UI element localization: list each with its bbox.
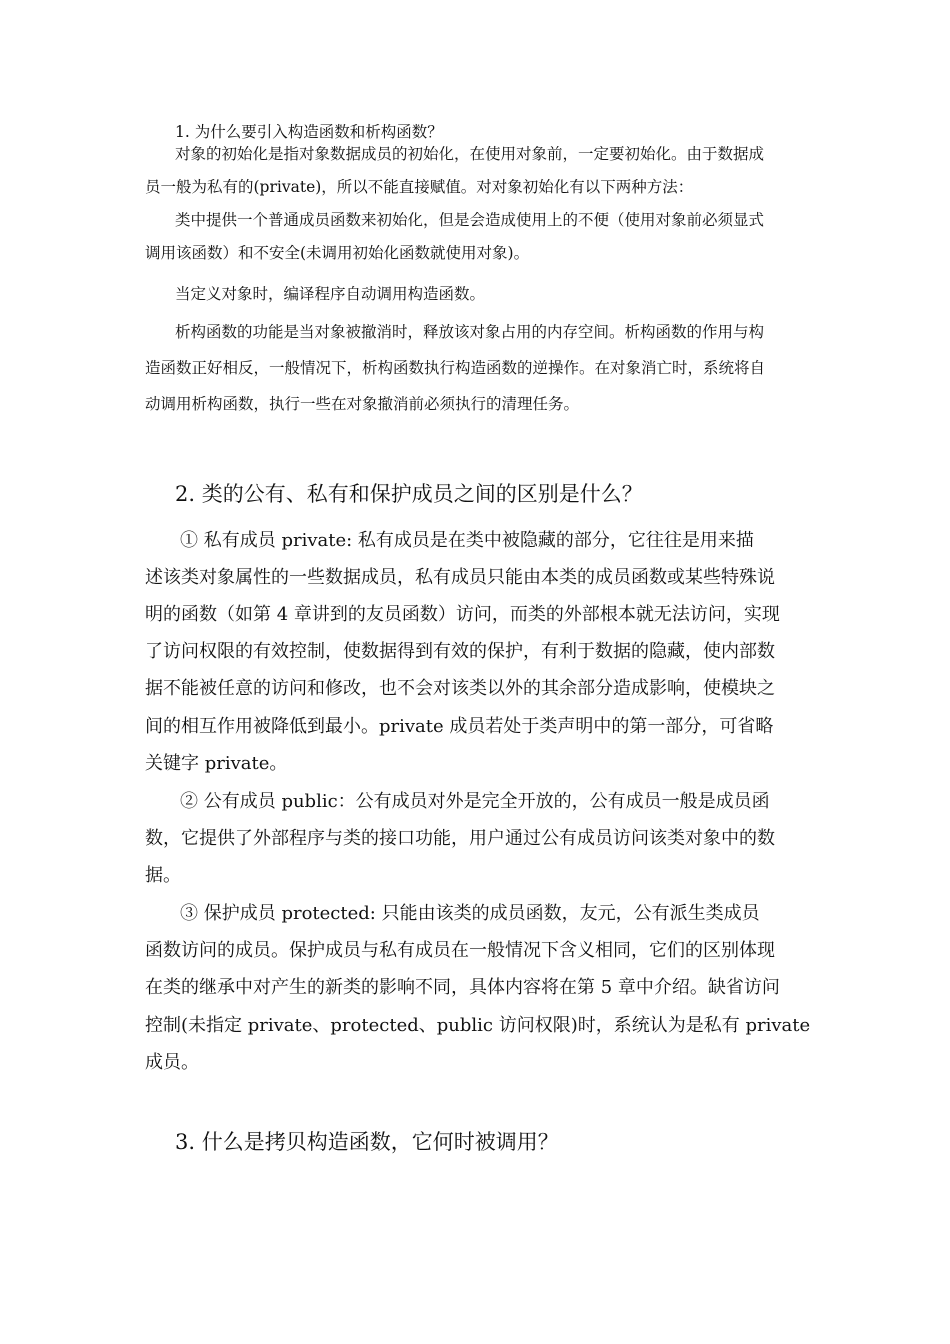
- q2-line: 据。: [145, 865, 181, 886]
- q1-line: 当定义对象时，编译程序自动调用构造函数。: [175, 285, 486, 303]
- q2-line: 据不能被任意的访问和修改，也不会对该类以外的其余部分造成影响，使模块之: [145, 678, 775, 699]
- q1-line: 调用该函数）和不安全(未调用初始化函数就使用对象)。: [145, 244, 530, 262]
- q1-line: 员一般为私有的(private)，所以不能直接赋值。对对象初始化有以下两种方法：: [145, 178, 694, 196]
- q2-line: 数，它提供了外部程序与类的接口功能，用户通过公有成员访问该类对象中的数: [145, 828, 775, 849]
- q3-heading: 3. 什么是拷贝构造函数，它何时被调用？: [175, 1130, 559, 1154]
- q2-line: 间的相互作用被降低到最小。private 成员若处于类声明中的第一部分，可省略: [145, 716, 774, 737]
- q1-line: 动调用析构函数，执行一些在对象撤消前必须执行的清理任务。: [145, 395, 580, 413]
- q2-line: 函数访问的成员。保护成员与私有成员在一般情况下含义相同，它们的区别体现: [145, 940, 775, 961]
- q1-line: 析构函数的功能是当对象被撤消时，释放该对象占用的内存空间。析构函数的作用与构: [175, 323, 765, 341]
- q2-line: ① 私有成员 private: 私有成员是在类中被隐藏的部分，它往往是用来描: [180, 530, 754, 551]
- q2-line: 成员。: [145, 1052, 199, 1073]
- q1-heading: 1. 为什么要引入构造函数和析构函数？: [175, 123, 443, 141]
- q2-line: 关键字 private。: [145, 753, 288, 774]
- q2-heading: 2. 类的公有、私有和保护成员之间的区别是什么？: [175, 482, 643, 506]
- q1-line: 类中提供一个普通成员函数来初始化，但是会造成使用上的不便（使用对象前必须显式: [175, 211, 765, 229]
- q1-line: 对象的初始化是指对象数据成员的初始化，在使用对象前，一定要初始化。由于数据成: [175, 145, 765, 163]
- q1-line: 造函数正好相反，一般情况下，析构函数执行构造函数的逆操作。在对象消亡时，系统将自: [145, 359, 766, 377]
- q2-line: ③ 保护成员 protected: 只能由该类的成员函数，友元，公有派生类成员: [180, 903, 760, 924]
- q2-line: 了访问权限的有效控制，使数据得到有效的保护，有利于数据的隐藏，使内部数: [145, 641, 775, 662]
- q2-line: 在类的继承中对产生的新类的影响不同，具体内容将在第 5 章中介绍。缺省访问: [145, 977, 780, 998]
- q2-line: 明的函数（如第 4 章讲到的友员函数）访问，而类的外部根本就无法访问，实现: [145, 604, 780, 625]
- q2-line: 述该类对象属性的一些数据成员，私有成员只能由本类的成员函数或某些特殊说: [145, 567, 775, 588]
- q2-line: ② 公有成员 public：公有成员对外是完全开放的，公有成员一般是成员函: [180, 791, 770, 812]
- q2-line: 控制(未指定 private、protected、public 访问权限)时，系统认为是私有 private: [145, 1015, 811, 1036]
